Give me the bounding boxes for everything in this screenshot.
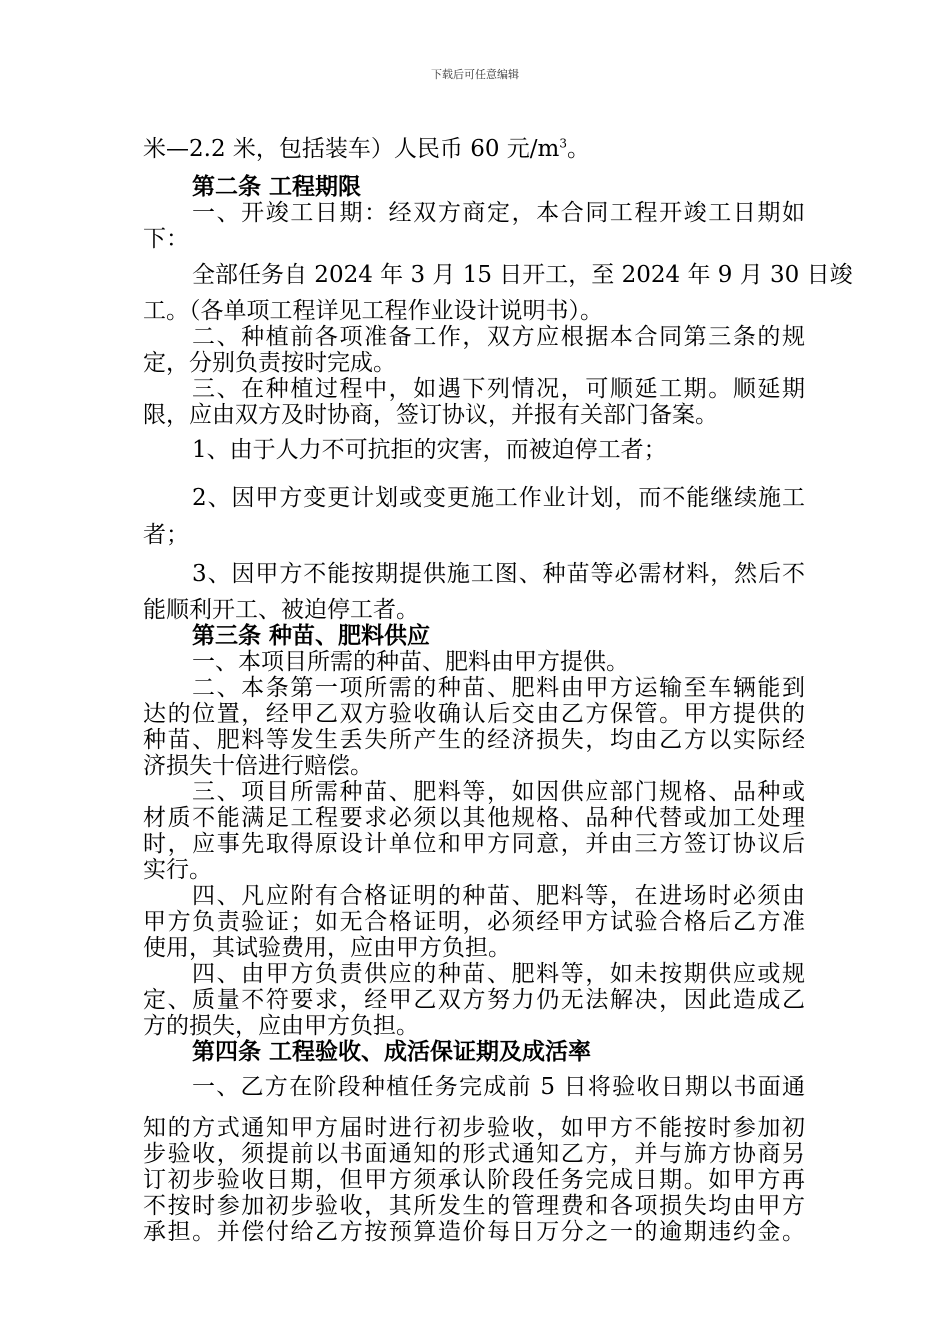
paragraph-line: 订初步验收日期，但甲方须承认阶段任务完成日期。如甲方再 — [143, 1167, 805, 1193]
paragraph-line: 能顺利开工、被迫停工者。 — [143, 597, 419, 623]
paragraph-line: 实行。 — [143, 857, 212, 883]
paragraph-line: 三、在种植过程中，如遇下列情况，可顺延工期。顺延期 — [192, 376, 805, 402]
paragraph-line: 一、开竣工日期：经双方商定，本合同工程开竣工日期如 — [192, 200, 805, 226]
paragraph-line: 使用，其试验费用，应由甲方负担。 — [143, 935, 511, 961]
section-heading-4: 第四条 工程验收、成活保证期及成活率 — [192, 1038, 592, 1065]
paragraph-line: 一、本项目所需的种苗、肥料由甲方提供。 — [192, 649, 629, 675]
paragraph-line: 知的方式通知甲方届时进行初步验收，如甲方不能按时参加初 — [143, 1115, 805, 1141]
paragraph-line: 者； — [143, 522, 189, 548]
paragraph-line: 全部任务自 2024 年 3 月 15 日开工，至 2024 年 9 月 30 日竣 — [192, 262, 853, 288]
paragraph-line: 米—2.2 米，包括装车）人民币 60 元$/m^3$。 — [143, 136, 590, 162]
paragraph-line: 1、由于人力不可抗拒的灾害，而被迫停工者； — [192, 437, 667, 463]
paragraph-line: 一、乙方在阶段种植任务完成前 5 日将验收日期以书面通 — [192, 1074, 805, 1100]
paragraph-line: 四、凡应附有合格证明的种苗、肥料等，在进场时必须由 — [192, 883, 805, 909]
paragraph-line: 达的位置，经甲乙双方验收确认后交由乙方保管。甲方提供的 — [143, 701, 805, 727]
paragraph-line: 材质不能满足工程要求必须以其他规格、品种代替或加工处理 — [143, 805, 805, 831]
paragraph-line: 甲方负责验证；如无合格证明，必须经甲方试验合格后乙方准 — [143, 909, 805, 935]
paragraph-line: 济损失十倍进行赔偿。 — [143, 753, 373, 779]
paragraph-line: 限，应由双方及时协商，签订协议，并报有关部门备案。 — [143, 402, 718, 428]
paragraph-line: 3、因甲方不能按期提供施工图、种苗等必需材料，然后不 — [192, 561, 805, 587]
paragraph-line: 下： — [143, 226, 189, 252]
paragraph-line: 定、质量不符要求，经甲乙双方努力仍无法解决，因此造成乙 — [143, 987, 805, 1013]
section-heading-2: 第二条 工程期限 — [192, 173, 362, 200]
paragraph-line: 承担。并偿付给乙方按预算造价每日万分之一的逾期违约金。 — [143, 1219, 805, 1245]
paragraph-line: 不按时参加初步验收，其所发生的管理费和各项损失均由甲方 — [143, 1193, 805, 1219]
page-header: 下载后可任意编辑 — [431, 68, 519, 81]
paragraph-line: 步验收，须提前以书面通知的形式通知乙方，并与斾方协商另 — [143, 1141, 805, 1167]
paragraph-line: 二、本条第一项所需的种苗、肥料由甲方运输至车辆能到 — [192, 675, 805, 701]
section-heading-3: 第三条 种苗、肥料供应 — [192, 622, 431, 649]
paragraph-line: 定，分别负责按时完成。 — [143, 350, 396, 376]
paragraph-line: 时，应事先取得原设计单位和甲方同意，并由三方签订协议后 — [143, 831, 805, 857]
paragraph-line: 二、种植前各项准备工作，双方应根据本合同第三条的规 — [192, 324, 805, 350]
paragraph-line: 三、项目所需种苗、肥料等，如因供应部门规格、品种或 — [192, 779, 805, 805]
paragraph-line: 方的损失，应由甲方负担。 — [143, 1013, 419, 1039]
paragraph-line: 工。（各单项工程详见工程作业设计说明书）。 — [143, 298, 603, 324]
paragraph-line: 2、因甲方变更计划或变更施工作业计划，而不能继续施工 — [192, 485, 805, 511]
paragraph-line: 四、由甲方负责供应的种苗、肥料等，如未按期供应或规 — [192, 961, 805, 987]
paragraph-line: 种苗、肥料等发生丢失所产生的经济损失，均由乙方以实际经 — [143, 727, 805, 753]
